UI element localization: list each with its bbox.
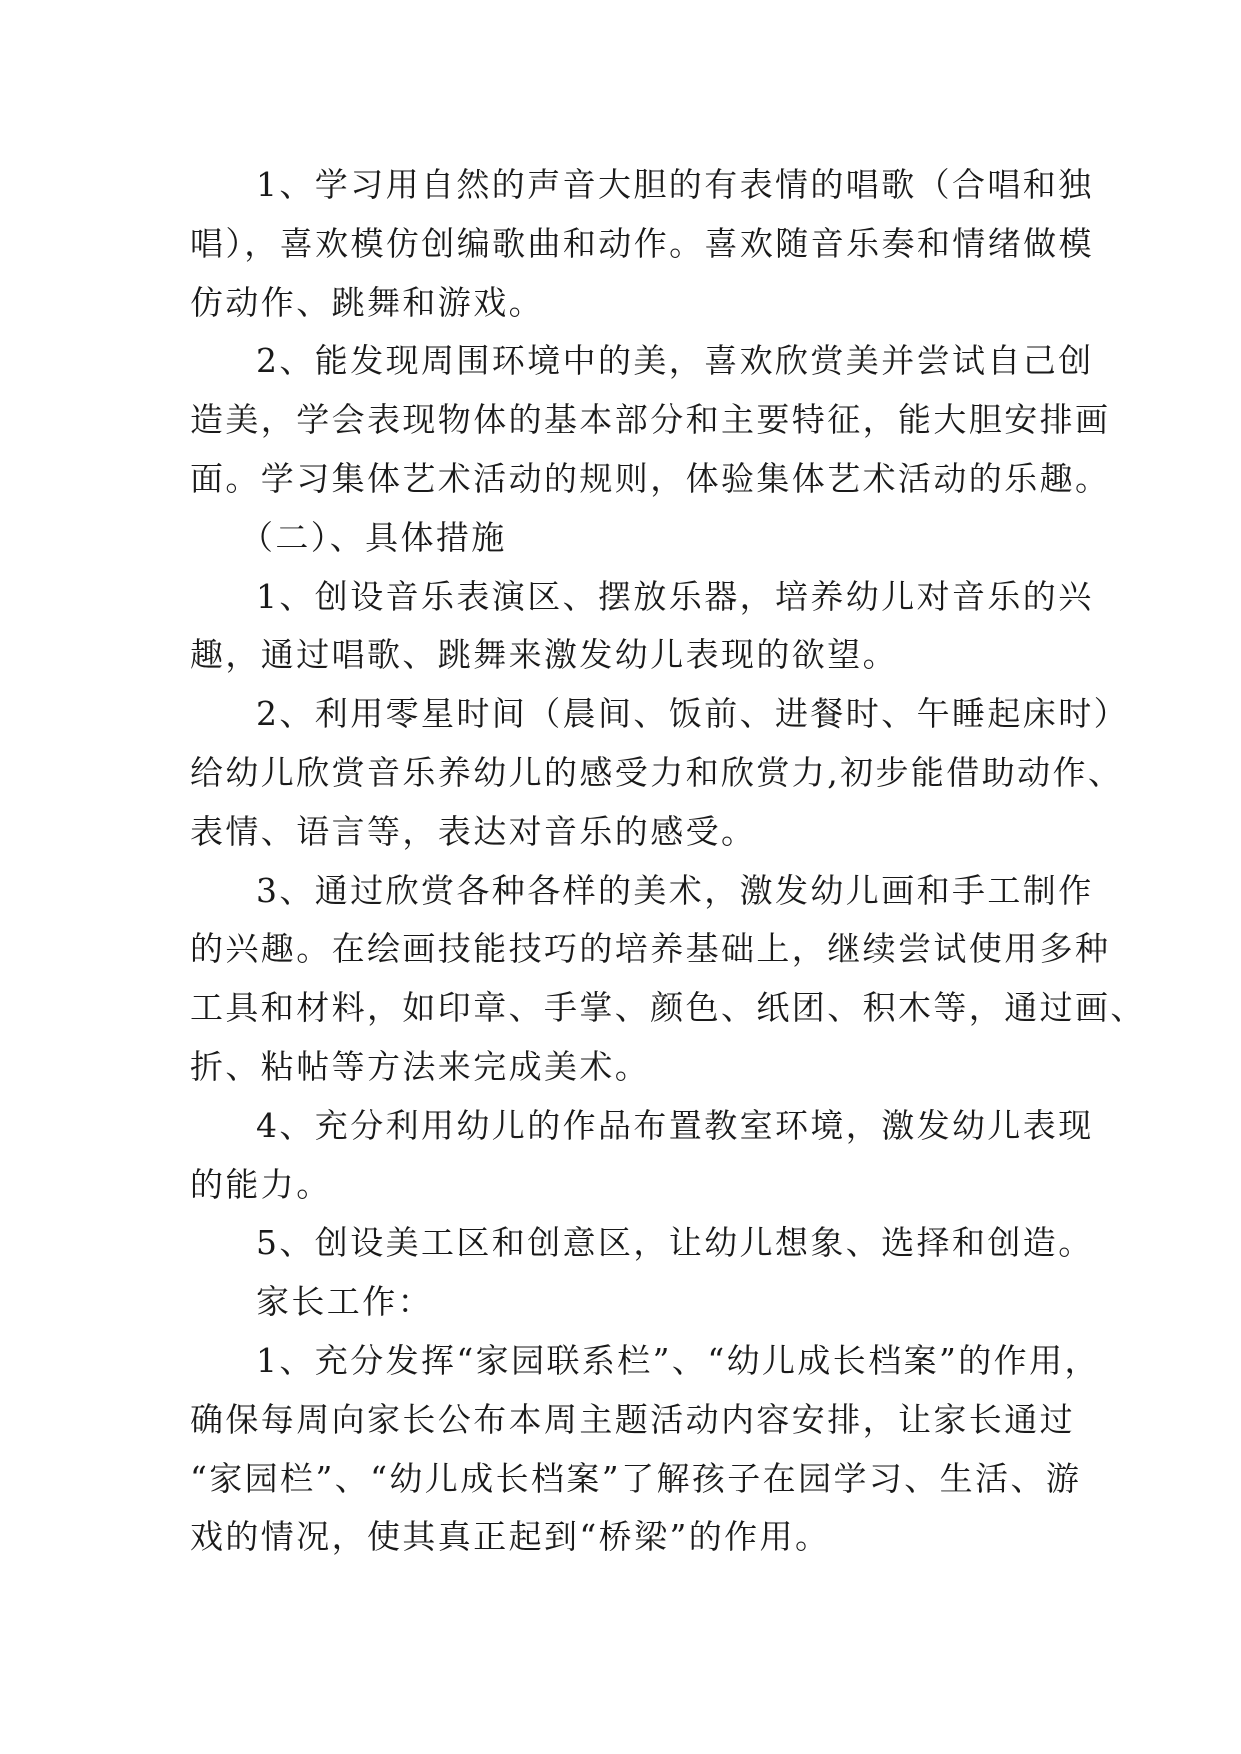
text-line: 趣，通过唱歌、跳舞来激发幼儿表现的欲望。 [190, 635, 898, 675]
paragraph-measure-5 [190, 1214, 1094, 1273]
paragraph-parent-work-1 [190, 1332, 1100, 1567]
text-line: 1、充分发挥“家园联系栏”、“幼儿成长档案”的作用， [256, 1340, 1100, 1380]
paragraph-measure-3 [190, 862, 1146, 1097]
text-line: 的兴趣。在绘画技能技巧的培养基础上，继续尝试使用多种 [190, 929, 1111, 969]
text-line: 工具和材料，如印章、手掌、颜色、纸团、积木等，通过画、 [190, 988, 1146, 1028]
text-line: 面。学习集体艺术活动的规则，体验集体艺术活动的乐趣。 [190, 458, 1111, 498]
section-heading-measures [190, 509, 1050, 568]
heading-line: （二）、具体措施 [240, 517, 507, 557]
text-line: 1、创设音乐表演区、摆放乐器，培养幼儿对音乐的兴 [256, 576, 1094, 616]
text-line: 4、充分利用幼儿的作品布置教室环境，激发幼儿表现 [256, 1105, 1094, 1145]
text-line: 表情、语言等，表达对音乐的感受。 [190, 811, 757, 851]
text-line: 给幼儿欣赏音乐养幼儿的感受力和欣赏力,初步能借助动作、 [190, 752, 1124, 792]
text-line: 2、利用零星时间（晨间、饭前、进餐时、午睡起床时） [256, 694, 1129, 734]
text-line: 5、创设美工区和创意区，让幼儿想象、选择和创造。 [256, 1223, 1094, 1263]
text-line: 1、学习用自然的声音大胆的有表情的唱歌（合唱和独 [256, 165, 1094, 204]
heading-line: 家长工作： [256, 1282, 433, 1322]
text-line: “家园栏”、“幼儿成长档案”了解孩子在园学习、生活、游 [190, 1458, 1082, 1498]
text-line: 戏的情况，使其真正起到“桥梁”的作用。 [190, 1517, 831, 1557]
section-heading-parent-work [190, 1273, 1050, 1332]
text-line: 唱），喜欢模仿创编歌曲和动作。喜欢随音乐奏和情绪做模 [190, 223, 1094, 263]
text-line: 折、粘帖等方法来完成美术。 [190, 1046, 651, 1086]
text-line: 造美，学会表现物体的基本部分和主要特征，能大胆安排画 [190, 400, 1111, 440]
paragraph-art-goal [190, 332, 1111, 508]
paragraph-measure-2 [190, 685, 1129, 861]
text-line: 确保每周向家长公布本周主题活动内容安排，让家长通过 [190, 1399, 1075, 1439]
paragraph-music-goal [190, 156, 1094, 332]
text-line: 2、能发现周围环境中的美，喜欢欣赏美并尝试自己创 [256, 341, 1094, 381]
paragraph-measure-4 [190, 1097, 1094, 1215]
text-line: 的能力。 [190, 1164, 332, 1204]
text-line: 3、通过欣赏各种各样的美术，激发幼儿画和手工制作 [256, 870, 1094, 910]
paragraph-measure-1 [190, 568, 1094, 686]
document-body [190, 156, 1146, 1567]
text-line: 仿动作、跳舞和游戏。 [190, 282, 544, 322]
